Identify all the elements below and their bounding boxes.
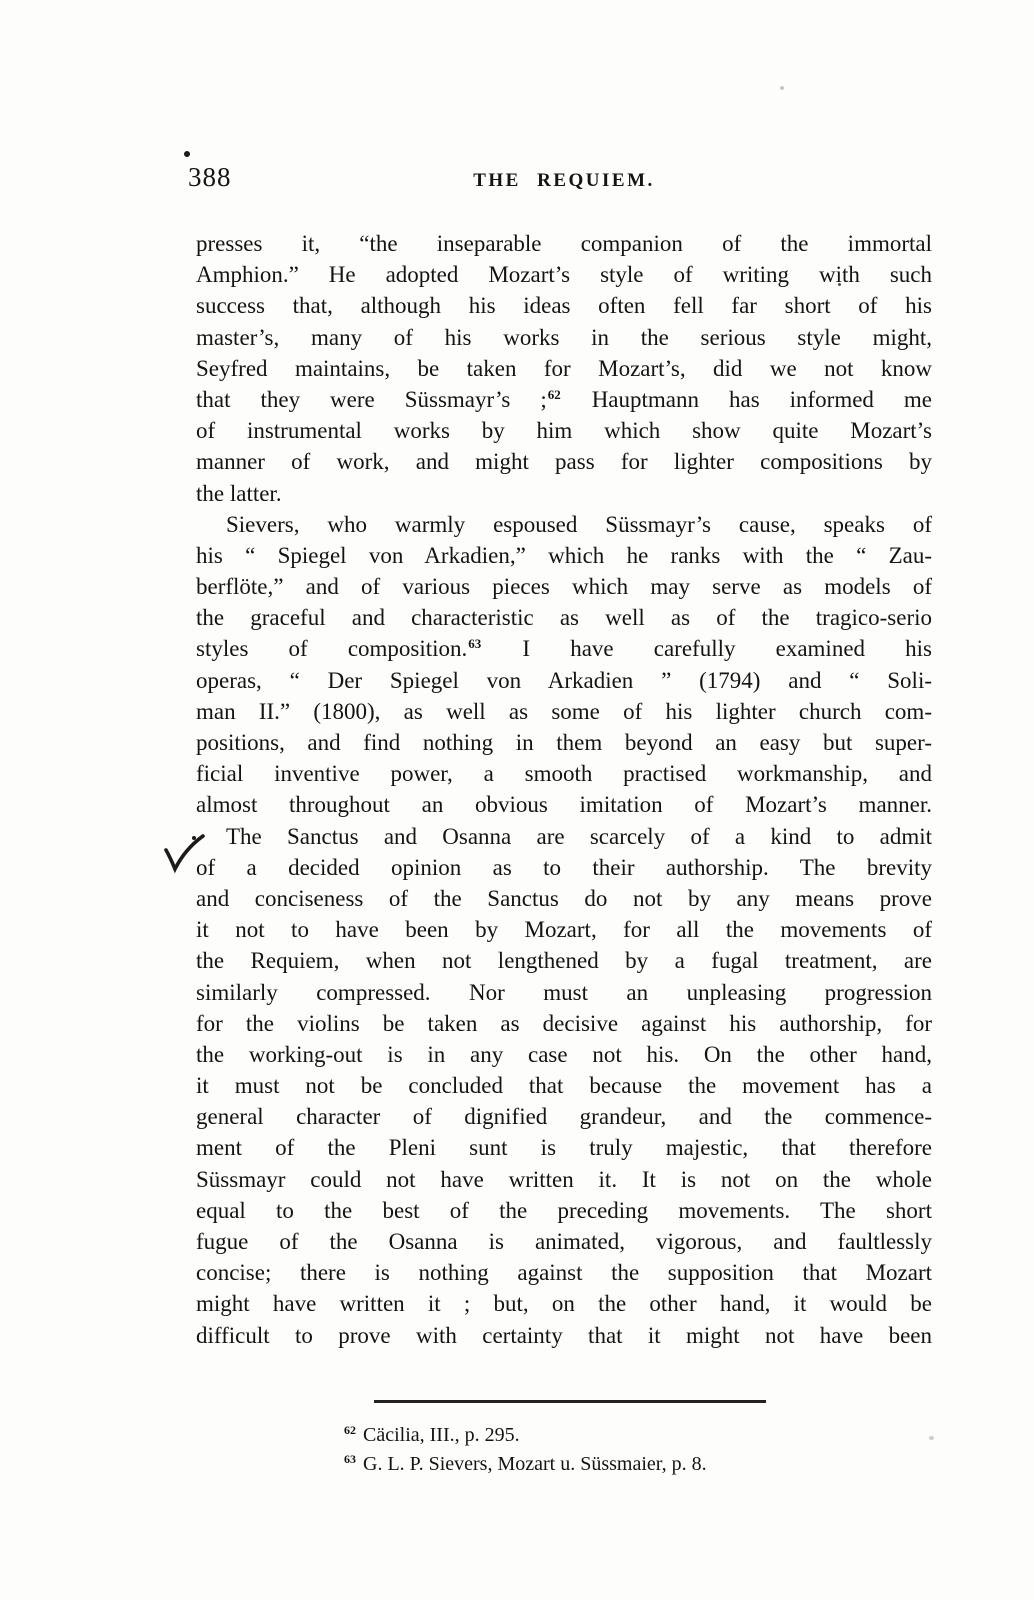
text-line: success that, although his ideas often fell far short of his (196, 293, 932, 319)
text-line: difficult to prove with certainty that it might not have been (196, 1322, 932, 1348)
text-line: master’s, many of his works in the serious style might, (196, 324, 932, 350)
footnote-ref: 62 (547, 386, 561, 402)
footnotes (344, 1421, 924, 1478)
text-line: styles of composition.$^{63}$ I have carefully examined his (196, 636, 933, 662)
text-line: it not to have been by Mozart, for all the movements of (196, 917, 932, 943)
page-number: 388 (188, 162, 232, 192)
text-line: manner of work, and might pass for lighter compositions by (196, 449, 932, 475)
text-line: equal to the best of the preceding movements. The short (196, 1197, 932, 1223)
text-line: Amphion.” He adopted Mozart’s style of writing with such (196, 262, 932, 288)
text-line: it must not be concluded that because the movement has a (196, 1073, 932, 1099)
footnote-marker: 62 (344, 1423, 356, 1437)
text-line: for the violins be taken as decisive against his authorship, for (196, 1010, 932, 1036)
text-line: fugue of the Osanna is animated, vigorous, and faultlessly (196, 1229, 932, 1254)
body-text (196, 228, 932, 1351)
ink-speck (780, 86, 784, 90)
text-line: Sievers, who warmly espoused Süssmayr’s cause, speaks of (226, 511, 932, 537)
footnote-ref: 63 (468, 636, 482, 652)
text-line: general character of dignified grandeur, and the commence- (196, 1104, 932, 1130)
footnote: $^{63}$ G. L. P. Sievers, Mozart u. Süssmaier, p. 8. (344, 1451, 707, 1475)
text-line: might have written it ; but, on the other hand, it would be (196, 1291, 932, 1317)
text-line: the latter. (196, 480, 282, 506)
text-line: positions, and find nothing in them beyond an easy but super- (196, 730, 932, 755)
text-line: of a decided opinion as to their authorship. The brevity (196, 854, 932, 880)
footnote-marker: 63 (344, 1451, 356, 1466)
text-line: the Requiem, when not lengthened by a fugal treatment, are (196, 948, 932, 974)
text-line: berflöte,” and of various pieces which may serve as models of (196, 574, 932, 600)
text-line: operas, “ Der Spiegel von Arkadien ” (1794) and “ Soli- (196, 667, 932, 693)
text-line: his “ Spiegel von Arkadien,” which he ranks with the “ Zau- (196, 542, 932, 568)
ink-speck (184, 151, 190, 157)
text-line: of instrumental works by him which show quite Mozart’s (196, 418, 932, 444)
ink-speck (929, 1436, 934, 1440)
text-line: The Sanctus and Osanna are scarcely of a kind to admit (226, 823, 932, 849)
text-line: the working-out is in any case not his. On the other hand, (196, 1041, 932, 1067)
running-header: THE REQUIEM. (473, 170, 655, 191)
text-line: that they were Süssmayr’s ;$^{62}$ Hauptmann has informed me (196, 386, 932, 412)
text-line: man II.” (1800), as well as some of his lighter church com- (196, 698, 932, 724)
text-line: similarly compressed. Nor must an unpleasing progression (196, 979, 932, 1005)
text-line: Seyfred maintains, be taken for Mozart’s, did we not know (196, 355, 932, 381)
footnote-rule (374, 1400, 766, 1403)
text-line: presses it, “the inseparable companion of the immortal (196, 231, 932, 256)
text-line: Süssmayr could not have written it. It is not on the whole (196, 1166, 932, 1192)
text-line: ment of the Pleni sunt is truly majestic, that therefore (196, 1135, 932, 1161)
text-line: almost throughout an obvious imitation of Mozart’s manner. (196, 792, 932, 818)
text-line: ficial inventive power, a smooth practised workmanship, and (196, 761, 932, 787)
footnote: $^{62}$ Cäcilia, III., p. 295. (344, 1423, 520, 1446)
text-line: and conciseness of the Sanctus do not by any means prove (196, 885, 932, 911)
text-line: the graceful and characteristic as well as of the tragico-serio (196, 605, 932, 631)
text-line: concise; there is nothing against the supposition that Mozart (196, 1260, 932, 1286)
